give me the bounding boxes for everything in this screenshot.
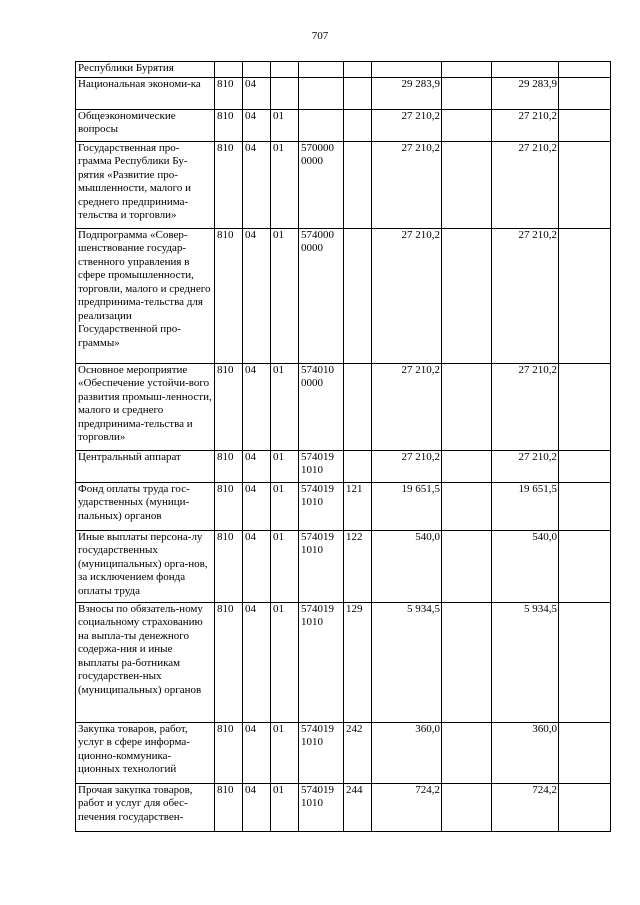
amount-total — [372, 62, 442, 78]
amount-column-2 — [442, 228, 492, 363]
amount-column-3 — [492, 62, 559, 78]
table-row — [76, 602, 611, 722]
ministry-code: 810 — [215, 530, 243, 602]
table-row — [76, 141, 611, 228]
line-item-name: Закупка товаров, работ, услуг в сфере информа-ционно-коммуника-ционных технологий — [76, 722, 215, 783]
amount-column-3: 27 210,2 — [492, 363, 559, 450]
ministry-code: 810 — [215, 228, 243, 363]
amount-column-4 — [559, 450, 611, 482]
amount-column-4 — [559, 722, 611, 783]
subsection-code: 01 — [271, 363, 299, 450]
amount-column-2 — [442, 602, 492, 722]
section-code: 04 — [243, 783, 271, 831]
line-item-name: Подпрограмма «Совер-шенствование государ-ственного управления в сфере промышленности, торговли, малого и среднего предпринима-тельства для реализации Государственной про-граммы» — [76, 228, 215, 363]
amount-total: 29 283,9 — [372, 77, 442, 109]
section-code: 04 — [243, 482, 271, 530]
amount-total: 724,2 — [372, 783, 442, 831]
target-article-code: 574000 0000 — [299, 228, 344, 363]
expense-type-code: 122 — [344, 530, 372, 602]
expense-type-code — [344, 228, 372, 363]
table-row — [76, 109, 611, 141]
amount-column-3: 27 210,2 — [492, 450, 559, 482]
ministry-code — [215, 62, 243, 78]
target-article-code — [299, 62, 344, 78]
subsection-code: 01 — [271, 783, 299, 831]
amount-total: 27 210,2 — [372, 228, 442, 363]
amount-column-2 — [442, 77, 492, 109]
amount-column-3: 724,2 — [492, 783, 559, 831]
section-code: 04 — [243, 450, 271, 482]
subsection-code — [271, 62, 299, 78]
target-article-code: 574019 1010 — [299, 783, 344, 831]
target-article-code: 574019 1010 — [299, 450, 344, 482]
ministry-code: 810 — [215, 109, 243, 141]
subsection-code: 01 — [271, 722, 299, 783]
target-article-code: 574010 0000 — [299, 363, 344, 450]
target-article-code — [299, 77, 344, 109]
table-row — [76, 228, 611, 363]
amount-column-2 — [442, 62, 492, 78]
section-code: 04 — [243, 77, 271, 109]
amount-column-3: 29 283,9 — [492, 77, 559, 109]
subsection-code: 01 — [271, 228, 299, 363]
amount-column-2 — [442, 783, 492, 831]
ministry-code: 810 — [215, 77, 243, 109]
subsection-code — [271, 77, 299, 109]
budget-table — [75, 61, 611, 832]
ministry-code: 810 — [215, 722, 243, 783]
amount-column-3: 19 651,5 — [492, 482, 559, 530]
section-code: 04 — [243, 109, 271, 141]
amount-total: 27 210,2 — [372, 109, 442, 141]
amount-total: 5 934,5 — [372, 602, 442, 722]
table-row — [76, 783, 611, 831]
amount-column-4 — [559, 482, 611, 530]
amount-column-3: 5 934,5 — [492, 602, 559, 722]
amount-total: 27 210,2 — [372, 363, 442, 450]
target-article-code: 574019 1010 — [299, 530, 344, 602]
expense-type-code — [344, 450, 372, 482]
amount-column-2 — [442, 450, 492, 482]
amount-column-2 — [442, 722, 492, 783]
section-code: 04 — [243, 228, 271, 363]
ministry-code: 810 — [215, 141, 243, 228]
table-row — [76, 722, 611, 783]
amount-total: 27 210,2 — [372, 450, 442, 482]
line-item-name: Иные выплаты персона-лу государственных (муниципальных) орга-нов, за исключением фонда оплаты труда — [76, 530, 215, 602]
amount-total: 360,0 — [372, 722, 442, 783]
page-number: 707 — [311, 30, 329, 42]
section-code: 04 — [243, 530, 271, 602]
line-item-name: Прочая закупка товаров, работ и услуг для обес-печения государствен- — [76, 783, 215, 831]
target-article-code — [299, 109, 344, 141]
expense-type-code — [344, 109, 372, 141]
amount-column-4 — [559, 62, 611, 78]
section-code: 04 — [243, 363, 271, 450]
amount-column-3: 360,0 — [492, 722, 559, 783]
subsection-code: 01 — [271, 530, 299, 602]
expense-type-code: 242 — [344, 722, 372, 783]
target-article-code: 570000 0000 — [299, 141, 344, 228]
amount-column-4 — [559, 530, 611, 602]
subsection-code: 01 — [271, 109, 299, 141]
expense-type-code: 121 — [344, 482, 372, 530]
table-row — [76, 530, 611, 602]
target-article-code: 574019 1010 — [299, 482, 344, 530]
section-code: 04 — [243, 722, 271, 783]
expense-type-code — [344, 62, 372, 78]
subsection-code: 01 — [271, 141, 299, 228]
amount-column-2 — [442, 530, 492, 602]
target-article-code: 574019 1010 — [299, 602, 344, 722]
section-code — [243, 62, 271, 78]
amount-total: 540,0 — [372, 530, 442, 602]
expense-type-code — [344, 141, 372, 228]
table-row — [76, 62, 611, 78]
expense-type-code: 129 — [344, 602, 372, 722]
table-row — [76, 77, 611, 109]
amount-column-2 — [442, 141, 492, 228]
amount-column-2 — [442, 482, 492, 530]
table-row — [76, 450, 611, 482]
ministry-code: 810 — [215, 602, 243, 722]
ministry-code: 810 — [215, 783, 243, 831]
section-code: 04 — [243, 602, 271, 722]
amount-column-4 — [559, 602, 611, 722]
amount-column-2 — [442, 109, 492, 141]
line-item-name: Взносы по обязатель-ному социальному страхованию на выпла-ты денежного содержа-ния и иные выплаты ра-ботникам государствен-ных (муниципальных) органов — [76, 602, 215, 722]
amount-column-4 — [559, 783, 611, 831]
expense-type-code — [344, 77, 372, 109]
line-item-name: Республики Бурятия — [76, 62, 215, 78]
amount-column-4 — [559, 363, 611, 450]
amount-total: 27 210,2 — [372, 141, 442, 228]
line-item-name: Основное мероприятие «Обеспечение устойчи-вого развития промыш-ленности, малого и среднего предпринима-тельства и торговли» — [76, 363, 215, 450]
amount-column-3: 27 210,2 — [492, 141, 559, 228]
amount-total: 19 651,5 — [372, 482, 442, 530]
ministry-code: 810 — [215, 363, 243, 450]
target-article-code: 574019 1010 — [299, 722, 344, 783]
amount-column-3: 27 210,2 — [492, 228, 559, 363]
amount-column-2 — [442, 363, 492, 450]
table-row — [76, 363, 611, 450]
line-item-name: Общеэкономические вопросы — [76, 109, 215, 141]
section-code: 04 — [243, 141, 271, 228]
amount-column-3: 540,0 — [492, 530, 559, 602]
line-item-name: Центральный аппарат — [76, 450, 215, 482]
subsection-code: 01 — [271, 450, 299, 482]
amount-column-4 — [559, 228, 611, 363]
line-item-name: Государственная про-грамма Республики Бу-рятия «Развитие про-мышленности, малого и среднего предпринима-тельства и торговли» — [76, 141, 215, 228]
table-row — [76, 482, 611, 530]
subsection-code: 01 — [271, 602, 299, 722]
ministry-code: 810 — [215, 482, 243, 530]
amount-column-3: 27 210,2 — [492, 109, 559, 141]
expense-type-code — [344, 363, 372, 450]
subsection-code: 01 — [271, 482, 299, 530]
expense-type-code: 244 — [344, 783, 372, 831]
line-item-name: Национальная экономи-ка — [76, 77, 215, 109]
amount-column-4 — [559, 109, 611, 141]
amount-column-4 — [559, 77, 611, 109]
ministry-code: 810 — [215, 450, 243, 482]
line-item-name: Фонд оплаты труда гос-ударственных (муници-пальных) органов — [76, 482, 215, 530]
amount-column-4 — [559, 141, 611, 228]
